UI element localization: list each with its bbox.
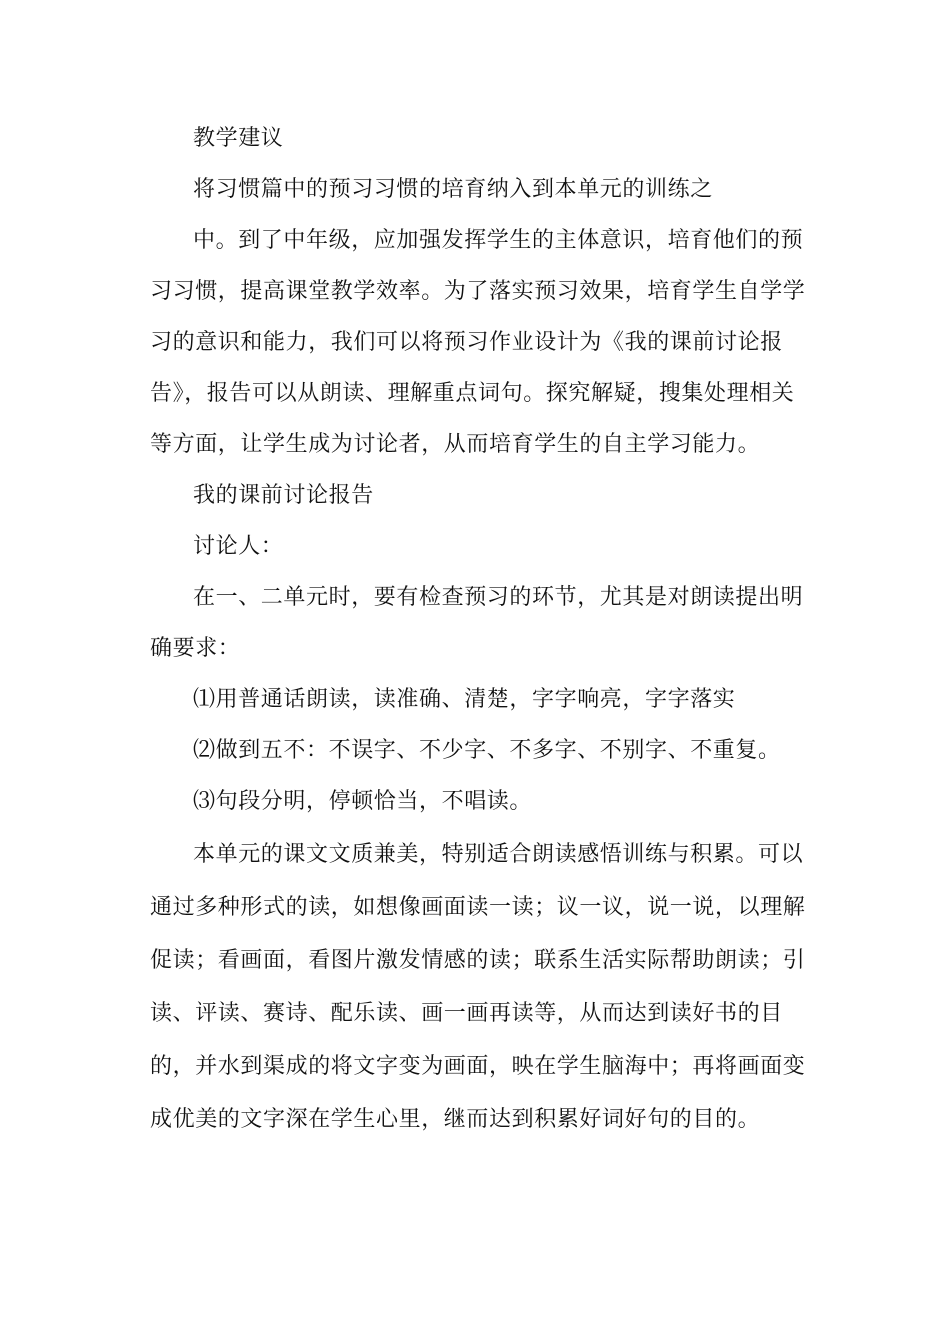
discussant-label: 讨论人： bbox=[193, 534, 284, 559]
list-item: ⑴用普通话朗读，读准确、清楚，字字响亮，字字落实 bbox=[193, 687, 736, 712]
paragraph-line: 通过多种形式的读，如想像画面读一读；议一议，说一说，以理解 bbox=[150, 895, 806, 920]
paragraph-line: 在一、二单元时，要有检查预习的环节，尤其是对朗读提出明 bbox=[193, 585, 804, 610]
paragraph-line: 促读；看画面，看图片激发情感的读；联系生活实际帮助朗读；引 bbox=[150, 948, 806, 973]
paragraph-line: 习习惯，提高课堂教学效率。为了落实预习效果，培育学生自学学 bbox=[150, 279, 806, 304]
paragraph-line: 将习惯篇中的预习习惯的培育纳入到本单元的训练之 bbox=[193, 177, 713, 202]
paragraph-line: 确要求： bbox=[150, 636, 241, 661]
paragraph-line: 习的意识和能力，我们可以将预习作业设计为《我的课前讨论报 bbox=[150, 330, 783, 355]
list-item: ⑵做到五不：不误字、不少字、不多字、不别字、不重复。 bbox=[193, 738, 781, 763]
paragraph-line: 本单元的课文文质兼美，特别适合朗读感悟训练与积累。可以 bbox=[193, 842, 804, 867]
paragraph-line: 中。到了中年级，应加强发挥学生的主体意识，培育他们的预 bbox=[193, 228, 804, 253]
list-item: ⑶句段分明，停顿恰当，不唱读。 bbox=[193, 789, 533, 814]
paragraph-line: 读、评读、赛诗、配乐读、画一画再读等，从而达到读好书的目 bbox=[150, 1001, 783, 1026]
paragraph-line: 的，并水到渠成的将文字变为画面，映在学生脑海中；再将画面变 bbox=[150, 1054, 806, 1079]
section-heading: 教学建议 bbox=[193, 126, 284, 151]
paragraph-line: 等方面，让学生成为讨论者，从而培育学生的自主学习能力。 bbox=[150, 432, 761, 457]
paragraph-line: 告》，报告可以从朗读、理解重点词句。探究解疑，搜集处理相关 bbox=[150, 381, 795, 406]
paragraph-line: 成优美的文字深在学生心里，继而达到积累好词好句的目的。 bbox=[150, 1107, 761, 1132]
report-title: 我的课前讨论报告 bbox=[193, 483, 374, 508]
